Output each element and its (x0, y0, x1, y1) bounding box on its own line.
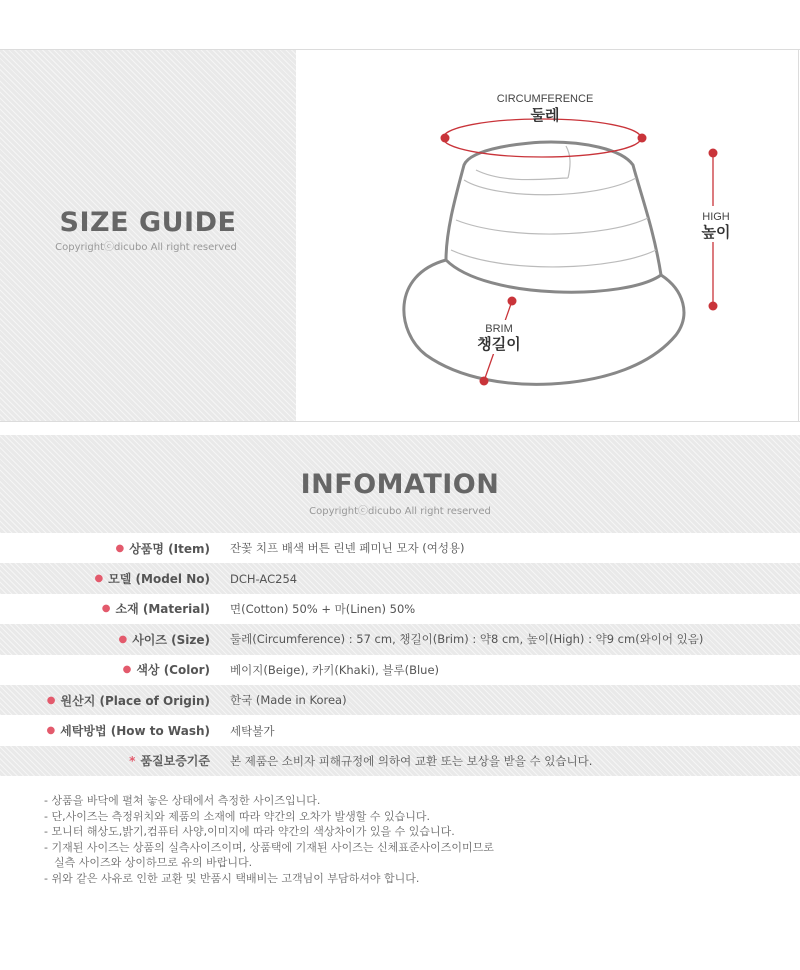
notice-list (44, 793, 784, 886)
circumference-label-ko: 둘레 (530, 106, 560, 124)
info-label: 모델 (Model No) (108, 572, 210, 587)
info-row-wash (0, 715, 800, 745)
size-guide-title: SIZE GUIDE (59, 207, 237, 238)
brim-label-ko: 챙길이 (477, 335, 521, 353)
notice-item: - 모니터 해상도,밝기,컴퓨터 사양,이미지에 따라 약간의 색상차이가 있을 수 있습니다. (44, 825, 455, 838)
size-guide-copyright: Copyrightⓒdicubo All right reserved (55, 242, 237, 253)
bullet-icon: ● (118, 633, 128, 645)
notice-item: - 위와 같은 사유로 인한 교환 및 반품시 택배비는 고객님이 부담하셔야 합니다. (44, 871, 420, 885)
bullet-icon: ● (115, 542, 125, 554)
info-row-item (0, 533, 800, 563)
info-row-warranty (0, 746, 800, 776)
info-label: 상품명 (Item) (129, 541, 210, 556)
brim-dot-bottom (480, 377, 489, 386)
info-row-model (0, 563, 800, 593)
information-copyright: Copyrightⓒdicubo All right reserved (309, 506, 491, 517)
notice-item: - 기재된 사이즈는 상품의 실측사이즈이며, 상품택에 기재된 사이즈는 신체표준사이즈이미므로 (44, 840, 494, 854)
brim-label-en: BRIM (485, 323, 513, 335)
bullet-icon: ● (46, 725, 56, 737)
info-row-origin (0, 685, 800, 715)
size-guide-section (0, 49, 800, 422)
hat-diagram-panel (296, 50, 799, 421)
information-title: INFOMATION (300, 469, 500, 500)
information-table (0, 533, 800, 776)
info-row-material (0, 594, 800, 624)
info-value: 본 제품은 소비자 피해규정에 의하여 교환 또는 보상을 받을 수 있습니다. (230, 753, 593, 768)
info-row-color (0, 655, 800, 685)
info-value: 면(Cotton) 50% + 마(Linen) 50% (230, 601, 416, 616)
hat-crown-outline (446, 142, 661, 292)
brim-dot-top (508, 297, 517, 306)
circumference-dot-right (638, 134, 647, 143)
info-label: 사이즈 (Size) (132, 632, 210, 647)
info-row-size (0, 624, 800, 654)
notice-item: 실측 사이즈와 상이하므로 유의 바랍니다. (54, 856, 253, 869)
info-label: 원산지 (Place of Origin) (60, 693, 210, 708)
notice-item: - 상품을 바닥에 펼쳐 놓은 상태에서 측정한 사이즈입니다. (44, 794, 321, 807)
bullet-icon: ● (122, 664, 132, 676)
bullet-icon: ● (94, 573, 104, 585)
info-value: 한국 (Made in Korea) (230, 693, 347, 708)
info-value: DCH-AC254 (230, 571, 298, 586)
info-label: 품질보증기준 (140, 754, 210, 769)
info-label: 세탁방법 (How to Wash) (60, 724, 210, 739)
size-guide-banner (0, 50, 296, 421)
bullet-icon: ● (101, 603, 111, 615)
height-dot-top (709, 149, 718, 158)
height-label-en: HIGH (702, 211, 730, 223)
info-label: 색상 (Color) (136, 663, 210, 678)
circumference-label-en: CIRCUMFERENCE (496, 93, 594, 105)
info-value: 잔꽃 치프 배색 버튼 린넨 페미닌 모자 (여성용) (230, 541, 465, 556)
info-value: 베이지(Beige), 카키(Khaki), 블루(Blue) (230, 662, 440, 677)
height-label-ko: 높이 (701, 223, 731, 241)
info-value: 둘레(Circumference) : 57 cm, 챙길이(Brim) : 약8 cm, 높이(High) : 약9 cm(와이어 있음) (230, 632, 704, 647)
height-dot-bottom (709, 302, 718, 311)
notice-item: - 단,사이즈는 측정위치와 제품의 소재에 따라 약간의 오차가 발생할 수 있습니다. (44, 809, 430, 823)
bullet-icon: ● (46, 694, 56, 706)
asterisk-icon: * (129, 753, 136, 768)
hat-diagram (296, 50, 799, 421)
information-banner (0, 435, 800, 533)
circumference-dot-left (441, 134, 450, 143)
info-label: 소재 (Material) (115, 602, 210, 617)
info-value: 세탁불가 (230, 723, 275, 738)
